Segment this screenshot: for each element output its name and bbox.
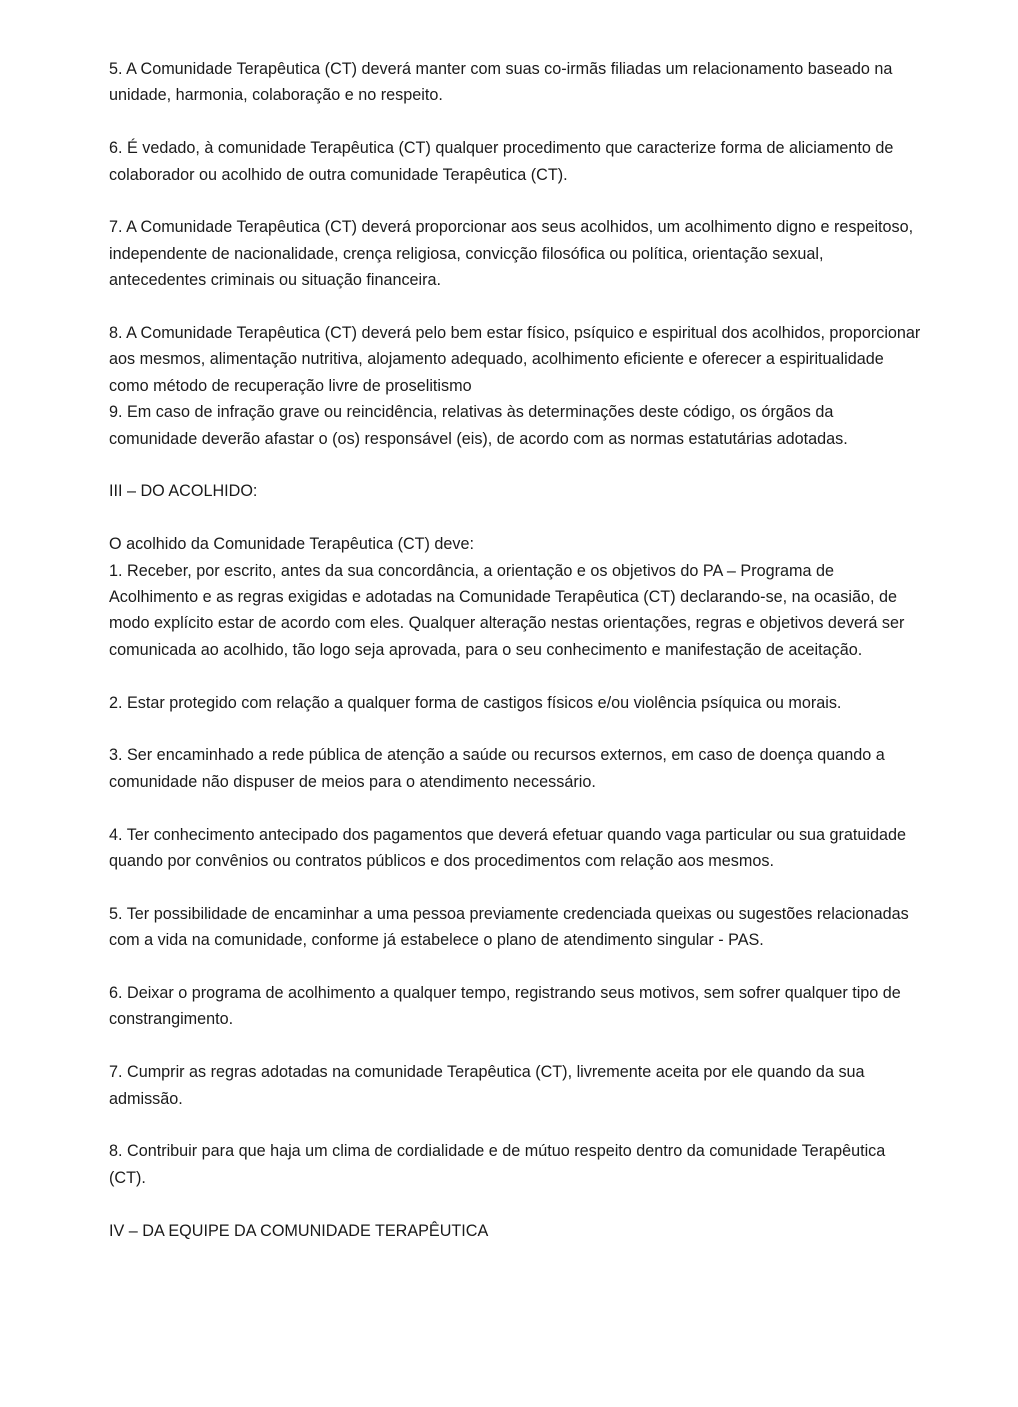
section-iii-heading: III – DO ACOLHIDO: [109,482,258,501]
section-ii-item-5: 5. A Comunidade Terapêutica (CT) deverá manter com suas co-irmãs filiadas um relacionamento baseado na unidade, harmonia, colaboração e no respeito. [109,60,893,105]
section-iii-item-7: 7. Cumprir as regras adotadas na comunidade Terapêutica (CT), livremente aceita por ele quando da sua admissão. [109,1063,865,1108]
document-page [109,56,924,1270]
section-iii-intro: O acolhido da Comunidade Terapêutica (CT) deve: [109,535,475,554]
section-ii-item-7: 7. A Comunidade Terapêutica (CT) deverá proporcionar aos seus acolhidos, um acolhimento digno e respeitoso, independente de nacionalidade, crença religiosa, convicção filosófica ou política, orientação sexual, antecedentes criminais ou situação financeira. [109,218,914,290]
section-ii-item-9: 9. Em caso de infração grave ou reincidência, relativas às determinações deste código, os órgãos da comunidade deverão afastar o (os) responsável (eis), de acordo com as normas estatutárias adotadas. [109,403,848,448]
section-ii-item-6: 6. É vedado, à comunidade Terapêutica (CT) qualquer procedimento que caracterize forma de aliciamento de colaborador ou acolhido de outra comunidade Terapêutica (CT). [109,139,894,184]
section-iii-item-4: 4. Ter conhecimento antecipado dos pagamentos que deverá efetuar quando vaga particular ou sua gratuidade quando por convênios ou contratos públicos e dos procedimentos com relação aos mesmos. [109,825,907,871]
section-ii-item-8: 8. A Comunidade Terapêutica (CT) deverá pelo bem estar físico, psíquico e espiritual dos acolhidos, proporcionar aos mesmos, alimentação nutritiva, alojamento adequado, acolhimento eficiente e oferecer a espiritualidade como método de recuperação livre de proselitismo [109,324,921,395]
section-iv-heading: IV – DA EQUIPE DA COMUNIDADE TERAPÊUTICA [109,1221,489,1240]
section-iii-item-6: 6. Deixar o programa de acolhimento a qualquer tempo, registrando seus motivos, sem sofrer qualquer tipo de constrangimento. [109,984,901,1029]
section-iii-item-5: 5. Ter possibilidade de encaminhar a uma pessoa previamente credenciada queixas ou sugestões relacionadas com a vida na comunidade, conforme já estabelece o plano de atendimento singular - PAS. [109,904,909,950]
section-iii-item-2: 2. Estar protegido com relação a qualquer forma de castigos físicos e/ou violência psíquica ou morais. [109,693,842,712]
section-iii-item-3: 3. Ser encaminhado a rede pública de atenção a saúde ou recursos externos, em caso de doença quando a comunidade não dispuser de meios para o atendimento necessário. [109,746,885,791]
section-iii-item-1: 1. Receber, por escrito, antes da sua concordância, a orientação e os objetivos do PA – Programa de Acolhimento e as regras exigidas e adotadas na Comunidade Terapêutica (CT) declarando-se, na ocasião, de modo explícito estar de acordo com eles. Qualquer alteração nestas orientações, regras e objetivos deverá ser comunicada ao acolhido, tão logo seja aprovada, para o seu conhecimento e manifestação de aceitação. [109,561,905,659]
section-iii-item-8: 8. Contribuir para que haja um clima de cordialidade e de mútuo respeito dentro da comunidade Terapêutica (CT). [109,1142,886,1187]
